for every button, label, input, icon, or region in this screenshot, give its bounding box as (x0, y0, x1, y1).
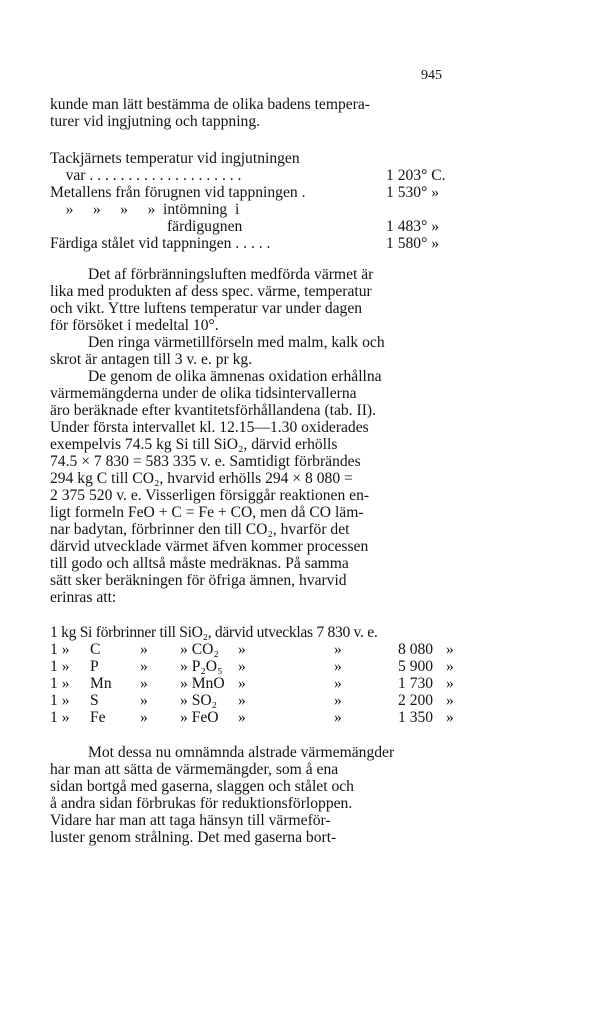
text-line: ligt formeln FeO + C = Fe + CO, men då CO läm- (50, 504, 364, 521)
body-paragraphs-1 (50, 266, 458, 606)
temperature-row (50, 167, 458, 184)
temperature-list (50, 150, 458, 252)
text-line: värmemängderna under de olika tidsintervallerna (50, 385, 357, 402)
text-line: därvid utvecklade värmet äfven kommer processen (50, 538, 369, 555)
table-cell: » (238, 692, 246, 709)
intro-paragraph (50, 96, 458, 130)
table-cell: » (334, 709, 342, 726)
temperature-row (50, 201, 458, 218)
text-line: De genom de olika ämnenas oxidation erhållna (88, 368, 382, 385)
table-cell: » (238, 675, 246, 692)
table-cell: » CO₂ (180, 641, 219, 658)
table-row (50, 641, 470, 658)
table-cell: » (238, 641, 246, 658)
temperature-value: 1 580° » (386, 235, 440, 252)
table-cell: C (90, 641, 101, 658)
table-cell: » (334, 641, 342, 658)
table-cell: » (446, 692, 454, 709)
temperature-value (382, 201, 458, 218)
text-line: och vikt. Yttre luftens temperatur var under dagen (50, 300, 363, 317)
text-line: Under första intervallet kl. 12.15—1.30 oxiderades (50, 419, 369, 436)
temperature-row (50, 218, 458, 235)
table-cell: » (446, 641, 454, 658)
table-cell: 5 900 (398, 658, 434, 675)
table-cell: » (334, 675, 342, 692)
temperature-label: var . . . . . . . . . . . . . . . . . . . . (50, 167, 242, 184)
text-line: erinras att: (50, 589, 117, 606)
temperature-value: 1 203° C. (386, 167, 446, 184)
table-row (50, 675, 470, 692)
table-cell: S (90, 692, 99, 709)
table-cell: » (334, 658, 342, 675)
table-cell: » (140, 641, 148, 658)
table-cell: 1 » (50, 658, 70, 675)
temperature-row (50, 150, 458, 167)
text-line: har man att sätta de värmemängder, som å ena (50, 761, 339, 778)
temperature-label: » » » » intömning i (50, 201, 240, 218)
body-paragraphs-2 (50, 744, 458, 846)
text-line: skrot är antagen till 3 v. e. pr kg. (50, 351, 253, 368)
temperature-row (50, 235, 458, 252)
table-cell: 1 » (50, 709, 70, 726)
table-row (50, 692, 470, 709)
text-line: Mot dessa nu omnämnda alstrade värmemängder (88, 744, 395, 761)
text-line: å andra sidan förbrukas för reduktionsförloppen. (50, 795, 353, 812)
temperature-value (382, 150, 458, 167)
text-line: nar badytan, förbrinner den till CO₂, hvarför det (50, 521, 350, 538)
table-cell: » FeO (180, 709, 219, 726)
table-cell: » (140, 692, 148, 709)
table-cell: 1 350 (398, 709, 434, 726)
table-cell: » (238, 709, 246, 726)
text-line: lika med produkten af dess spec. värme, temperatur (50, 283, 372, 300)
table-cell: » (446, 658, 454, 675)
table-cell: » (140, 709, 148, 726)
table-cell: Mn (90, 675, 112, 692)
temperature-row (50, 184, 458, 201)
temperature-label: Tackjärnets temperatur vid ingjutningen (50, 150, 300, 167)
text-line: turer vid ingjutning och tappning. (50, 113, 261, 130)
text-line: exempelvis 74.5 kg Si till SiO₂, därvid erhölls (50, 436, 338, 453)
text-line: Vidare har man att taga hänsyn till värmeför- (50, 812, 331, 829)
text-line: sidan bortgå med gaserna, slaggen och stålet och (50, 778, 354, 795)
text-line: Det af förbränningsluften medförda värmet är (88, 266, 374, 283)
table-cell: » (238, 658, 246, 675)
table-cell: P (90, 658, 99, 675)
temperature-label: Metallens från förugnen vid tappningen . (50, 184, 306, 201)
text-line: äro beräknade efter kvantitetsförhållandena (tab. II). (50, 402, 376, 419)
table-row (50, 658, 470, 675)
table-cell: » SO₂ (180, 692, 218, 709)
table-cell: 1 » (50, 641, 70, 658)
table-cell: » (446, 675, 454, 692)
page-number: 945 (421, 68, 442, 83)
table-cell: » (334, 692, 342, 709)
text-line: för försöket i medeltal 10°. (50, 317, 219, 334)
temperature-label: färdigugnen (50, 218, 243, 235)
text-line: till godo och alltså måste medräknas. På samma (50, 555, 349, 572)
temperature-label: Färdiga stålet vid tappningen . . . . . (50, 235, 271, 252)
table-cell: 1 » (50, 692, 70, 709)
text-line: luster genom strålning. Det med gaserna bort- (50, 829, 337, 846)
text-line: Den ringa värmetillförseln med malm, kalk och (88, 334, 385, 351)
table-cell: » (140, 658, 148, 675)
text-line: sätt sker beräkningen för öfriga ämnen, hvarvid (50, 572, 347, 589)
table-cell: 1 » (50, 675, 70, 692)
text-line: 2 375 520 v. e. Visserligen försiggår reaktionen en- (50, 487, 370, 504)
table-cell: 2 200 (398, 692, 434, 709)
table-cell: » (140, 675, 148, 692)
table-cell: » P₂O₅ (180, 658, 223, 675)
heat-value-table (50, 624, 470, 726)
text-line: 74.5 × 7 830 = 583 335 v. e. Samtidigt förbrändes (50, 453, 361, 470)
table-row (50, 709, 470, 726)
table-cell: Fe (90, 709, 106, 726)
text-line: 294 kg C till CO₂, hvarvid erhölls 294 × 8 080 = (50, 470, 353, 487)
table-cell: 8 080 (398, 641, 434, 658)
table-cell: 1 730 (398, 675, 434, 692)
table-cell: » MnO (180, 675, 225, 692)
table-cell: » (446, 709, 454, 726)
table-header: 1 kg Si förbrinner till SiO₂, därvid utvecklas 7 830 v. e. (50, 624, 378, 641)
text-line: kunde man lätt bestämma de olika badens tempera- (50, 96, 370, 113)
temperature-value: 1 483° » (386, 218, 440, 235)
temperature-value: 1 530° » (386, 184, 440, 201)
